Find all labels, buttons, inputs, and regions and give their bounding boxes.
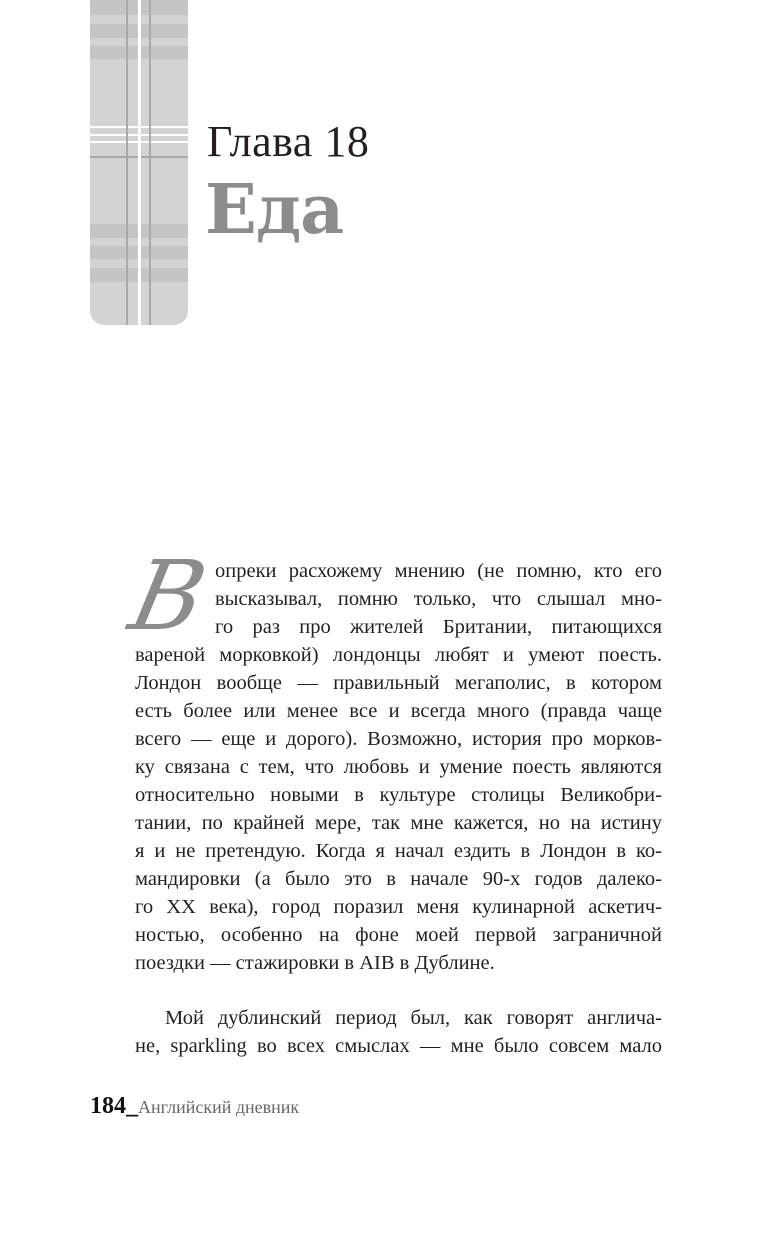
paragraph-gap (135, 977, 662, 1004)
text-line: высказывал, помню только, что слышал мно- (215, 588, 662, 610)
page-footer (90, 1093, 299, 1120)
text-line: Мой дублинский период был, как говорят англича- (165, 1007, 662, 1029)
text-line: го XX века), город поразил меня кулинарной аскетич- (135, 896, 662, 918)
text-line: Лондон вообще — правильный мегаполис, в котором (135, 672, 662, 694)
text-line: вареной морковкой) лондонцы любят и умеют поесть. (135, 644, 662, 666)
text-line: относительно новыми в культуре столицы Великобри- (135, 784, 662, 806)
chapter-number: Глава 18 (207, 117, 370, 166)
body-text (135, 557, 662, 1060)
text-line: опреки расхожему мнению (не помню, кто его (215, 560, 662, 582)
text-line: не, sparkling во всех смыслах — мне было совсем мало (135, 1035, 662, 1057)
text-line: тании, по крайней мере, так мне кажется, но на истину (135, 812, 662, 834)
chapter-title: Еда (205, 170, 344, 250)
text-line: поездки — стажировки в AIB в Дублине. (135, 952, 495, 974)
text-line: мандировки (а было это в начале 90-х годов далеко- (135, 868, 662, 890)
tartan-stripe (126, 0, 128, 325)
text-line: я и не претендую. Когда я начал ездить в Лондон в ко- (135, 840, 662, 862)
tartan-stripe (138, 0, 141, 325)
text-line: ностью, особенно на фоне моей первой заграничной (135, 924, 662, 946)
text-line: го раз про жителей Британии, питающихся (215, 616, 662, 638)
tartan-stripe (149, 0, 151, 325)
drop-cap: В (121, 540, 216, 652)
text-line: ку связана с тем, что любовь и умение поесть являются (135, 756, 662, 778)
running-title: Английский дневник (138, 1097, 300, 1117)
text-line: есть более или менее все и всегда много (правда чаще (135, 700, 662, 722)
text-line: всего — еще и дорого). Возможно, история про морков- (135, 728, 662, 750)
page-number: 184_ (90, 1093, 138, 1119)
tartan-decoration (90, 0, 188, 325)
